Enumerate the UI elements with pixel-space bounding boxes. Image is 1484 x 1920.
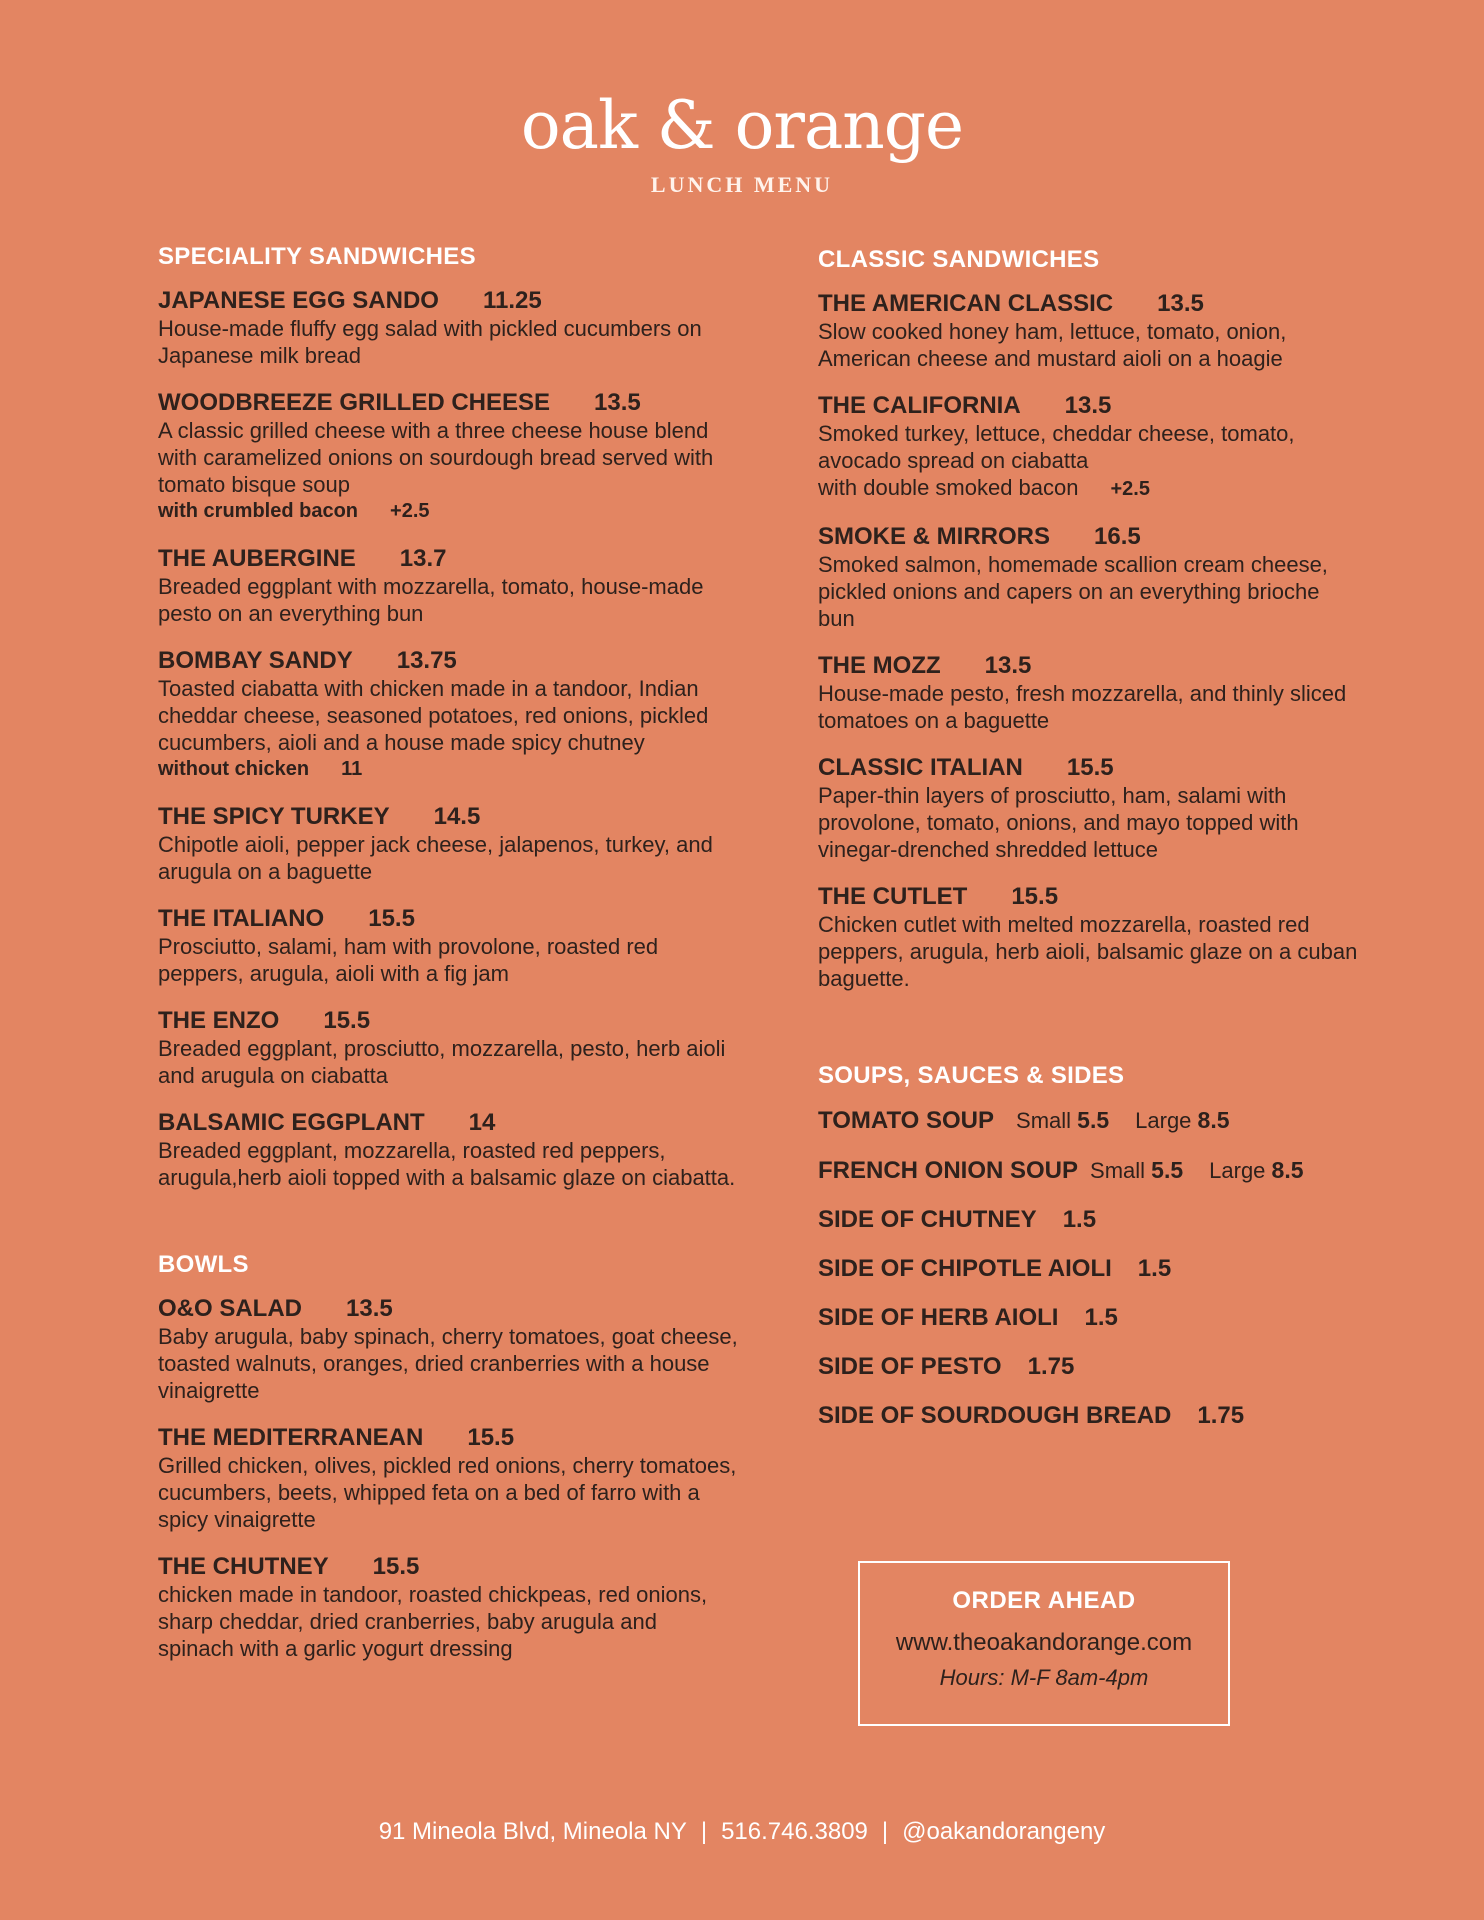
footer bbox=[0, 1818, 1484, 1846]
menu-item bbox=[158, 1109, 738, 1191]
item-name: THE ENZO bbox=[158, 1007, 280, 1034]
item-price: 15.5 bbox=[368, 905, 415, 932]
item-name: THE MOZZ bbox=[818, 652, 941, 679]
item-price: 13.5 bbox=[1157, 290, 1204, 317]
item-addon bbox=[158, 498, 738, 525]
item-name: THE CHUTNEY bbox=[158, 1553, 329, 1580]
menu-item bbox=[818, 290, 1358, 372]
side-item bbox=[818, 1206, 1358, 1234]
section-title-sides: SOUPS, SAUCES & SIDES bbox=[818, 1062, 1125, 1089]
side-item bbox=[818, 1255, 1358, 1283]
menu-item bbox=[158, 389, 738, 525]
item-name: THE CALIFORNIA bbox=[818, 392, 1021, 419]
order-ahead-box bbox=[858, 1561, 1230, 1726]
item-name: SMOKE & MIRRORS bbox=[818, 523, 1051, 550]
item-name: JAPANESE EGG SANDO bbox=[158, 287, 439, 314]
size-label: Large bbox=[1135, 1108, 1192, 1133]
item-price: 15.5 bbox=[1011, 883, 1059, 910]
item-price: 15.5 bbox=[323, 1007, 371, 1034]
menu-header bbox=[0, 88, 1484, 198]
menu-item bbox=[818, 883, 1358, 992]
menu-item bbox=[158, 803, 738, 885]
item-name: SIDE OF CHUTNEY bbox=[818, 1206, 1037, 1233]
item-name: BALSAMIC EGGPLANT bbox=[158, 1109, 425, 1136]
section-title-bowls: BOWLS bbox=[158, 1251, 249, 1278]
item-price: 16.5 bbox=[1094, 523, 1141, 550]
item-addon bbox=[818, 474, 1358, 503]
menu-item bbox=[158, 1424, 738, 1533]
item-price: 13.7 bbox=[399, 545, 447, 572]
menu-item bbox=[158, 905, 738, 987]
item-description: Breaded eggplant, prosciutto, mozzarella, pesto, herb aioli and arugula on ciabatta bbox=[158, 1036, 726, 1088]
item-price: 15.5 bbox=[1066, 754, 1114, 781]
item-price: 13.5 bbox=[594, 389, 641, 416]
footer-separator: | bbox=[881, 1818, 889, 1845]
item-name: SIDE OF HERB AIOLI bbox=[818, 1304, 1059, 1331]
addon-label: without chicken bbox=[158, 758, 310, 780]
item-price: 13.5 bbox=[1064, 392, 1112, 419]
item-name: THE CUTLET bbox=[818, 883, 968, 910]
size-label: Small bbox=[1090, 1158, 1146, 1183]
item-description: Smoked turkey, lettuce, cheddar cheese, tomato, avocado spread on ciabatta bbox=[818, 421, 1295, 473]
footer-social-handle[interactable]: @oakandorangeny bbox=[902, 1818, 1106, 1845]
item-description: Baby arugula, baby spinach, cherry tomatoes, goat cheese, toasted walnuts, oranges, dried cranberries with a house vinaigrette bbox=[158, 1324, 738, 1403]
item-name: TOMATO SOUP bbox=[818, 1107, 995, 1134]
footer-separator: | bbox=[700, 1818, 708, 1845]
order-hours: Hours: M-F 8am-4pm bbox=[939, 1665, 1149, 1690]
item-price: 1.75 bbox=[1027, 1353, 1075, 1380]
item-description: House-made fluffy egg salad with pickled cucumbers on Japanese milk bread bbox=[158, 316, 702, 368]
item-price: 1.5 bbox=[1137, 1255, 1172, 1282]
item-name: THE ITALIANO bbox=[158, 905, 325, 932]
section-title-classic: CLASSIC SANDWICHES bbox=[818, 246, 1100, 273]
item-price: 14.5 bbox=[433, 803, 481, 830]
side-item bbox=[818, 1402, 1358, 1430]
menu-item bbox=[818, 523, 1358, 632]
item-name: SIDE OF SOURDOUGH BREAD bbox=[818, 1402, 1172, 1429]
right-column bbox=[818, 246, 1358, 1451]
addon-price: +2.5 bbox=[1110, 478, 1150, 500]
menu-item bbox=[158, 1007, 738, 1089]
left-column bbox=[158, 243, 738, 1682]
item-price: 11.25 bbox=[482, 287, 542, 314]
footer-phone[interactable]: 516.746.3809 bbox=[721, 1818, 868, 1845]
item-price: 5.5 bbox=[1077, 1107, 1110, 1133]
addon-price: +2.5 bbox=[390, 500, 430, 522]
addon-price: 11 bbox=[341, 758, 363, 780]
menu-item bbox=[158, 1553, 738, 1662]
item-description: A classic grilled cheese with a three cheese house blend with caramelized onions on sourdough bread served with tomato bisque soup bbox=[158, 418, 714, 497]
menu-item bbox=[158, 287, 738, 369]
menu-item bbox=[158, 545, 738, 627]
menu-subtitle: LUNCH MENU bbox=[650, 172, 834, 197]
item-description: Breaded eggplant with mozzarella, tomato, house-made pesto on an everything bun bbox=[158, 574, 704, 626]
menu-item bbox=[818, 754, 1358, 863]
side-item bbox=[818, 1304, 1358, 1332]
item-name: THE MEDITERRANEAN bbox=[158, 1424, 424, 1451]
item-description: Grilled chicken, olives, pickled red onions, cherry tomatoes, cucumbers, beets, whipped feta on a bed of farro with a spicy vinaigrette bbox=[158, 1453, 737, 1532]
item-name: THE AMERICAN CLASSIC bbox=[818, 290, 1114, 317]
item-description: Smoked salmon, homemade scallion cream cheese, pickled onions and capers on an everything brioche bun bbox=[818, 552, 1328, 631]
menu-item bbox=[158, 647, 738, 783]
item-name: SIDE OF PESTO bbox=[818, 1353, 1002, 1380]
item-description: Paper-thin layers of prosciutto, ham, salami with provolone, tomato, onions, and mayo topped with vinegar-drenched shredded lettuce bbox=[818, 783, 1299, 862]
item-description: chicken made in tandoor, roasted chickpeas, red onions, sharp cheddar, dried cranberries, baby arugula and spinach with a garlic yogurt dressing bbox=[158, 1582, 708, 1661]
item-price: 13.5 bbox=[346, 1295, 393, 1322]
item-description: Breaded eggplant, mozzarella, roasted red peppers, arugula,herb aioli topped with a balsamic glaze on ciabatta. bbox=[158, 1138, 736, 1190]
item-name: CLASSIC ITALIAN bbox=[818, 754, 1023, 781]
item-name: THE SPICY TURKEY bbox=[158, 803, 390, 830]
item-price: 1.5 bbox=[1062, 1206, 1097, 1233]
menu-item bbox=[818, 652, 1358, 734]
item-name: FRENCH ONION SOUP bbox=[818, 1157, 1079, 1184]
section-title-speciality: SPECIALITY SANDWICHES bbox=[158, 243, 476, 270]
item-price: 8.5 bbox=[1271, 1157, 1304, 1183]
order-website-link[interactable]: www.theoakandorange.com bbox=[895, 1629, 1193, 1656]
item-name: THE AUBERGINE bbox=[158, 545, 356, 572]
item-name: O&O SALAD bbox=[158, 1295, 302, 1322]
item-description: House-made pesto, fresh mozzarella, and thinly sliced tomatoes on a baguette bbox=[818, 681, 1347, 733]
item-price: 14 bbox=[468, 1109, 496, 1136]
side-item bbox=[818, 1353, 1358, 1381]
item-price: 1.75 bbox=[1197, 1402, 1245, 1429]
item-price: 5.5 bbox=[1151, 1157, 1184, 1183]
item-price: 8.5 bbox=[1197, 1107, 1230, 1133]
item-description: Chipotle aioli, pepper jack cheese, jalapenos, turkey, and arugula on a baguette bbox=[158, 832, 713, 884]
soup-item bbox=[818, 1106, 1358, 1135]
size-label: Small bbox=[1016, 1108, 1072, 1133]
item-name: BOMBAY SANDY bbox=[158, 647, 353, 674]
soup-item bbox=[818, 1156, 1358, 1185]
addon-label: with double smoked bacon bbox=[818, 475, 1079, 500]
item-description: Chicken cutlet with melted mozzarella, roasted red peppers, arugula, herb aioli, balsamic glaze on a cuban baguette. bbox=[818, 912, 1358, 991]
item-name: SIDE OF CHIPOTLE AIOLI bbox=[818, 1255, 1112, 1282]
item-price: 13.75 bbox=[396, 647, 457, 674]
item-price: 15.5 bbox=[372, 1553, 420, 1580]
brand-logo: oak & orange bbox=[520, 87, 964, 164]
item-price: 15.5 bbox=[467, 1424, 515, 1451]
size-label: Large bbox=[1209, 1158, 1266, 1183]
menu-item bbox=[818, 392, 1358, 503]
footer-address: 91 Mineola Blvd, Mineola NY bbox=[378, 1818, 687, 1845]
addon-label: with crumbled bacon bbox=[158, 500, 359, 522]
item-addon bbox=[158, 756, 738, 783]
item-name: WOODBREEZE GRILLED CHEESE bbox=[158, 389, 551, 416]
menu-item bbox=[158, 1295, 738, 1404]
item-description: Toasted ciabatta with chicken made in a tandoor, Indian cheddar cheese, seasoned potatoes, red onions, pickled cucumbers, aioli and a house made spicy chutney bbox=[158, 676, 709, 755]
item-description: Prosciutto, salami, ham with provolone, roasted red peppers, arugula, aioli with a fig jam bbox=[158, 934, 659, 986]
item-description: Slow cooked honey ham, lettuce, tomato, onion, American cheese and mustard aioli on a hoagie bbox=[818, 319, 1287, 371]
item-price: 13.5 bbox=[984, 652, 1032, 679]
item-price: 1.5 bbox=[1084, 1304, 1118, 1331]
order-title: ORDER AHEAD bbox=[952, 1587, 1136, 1614]
